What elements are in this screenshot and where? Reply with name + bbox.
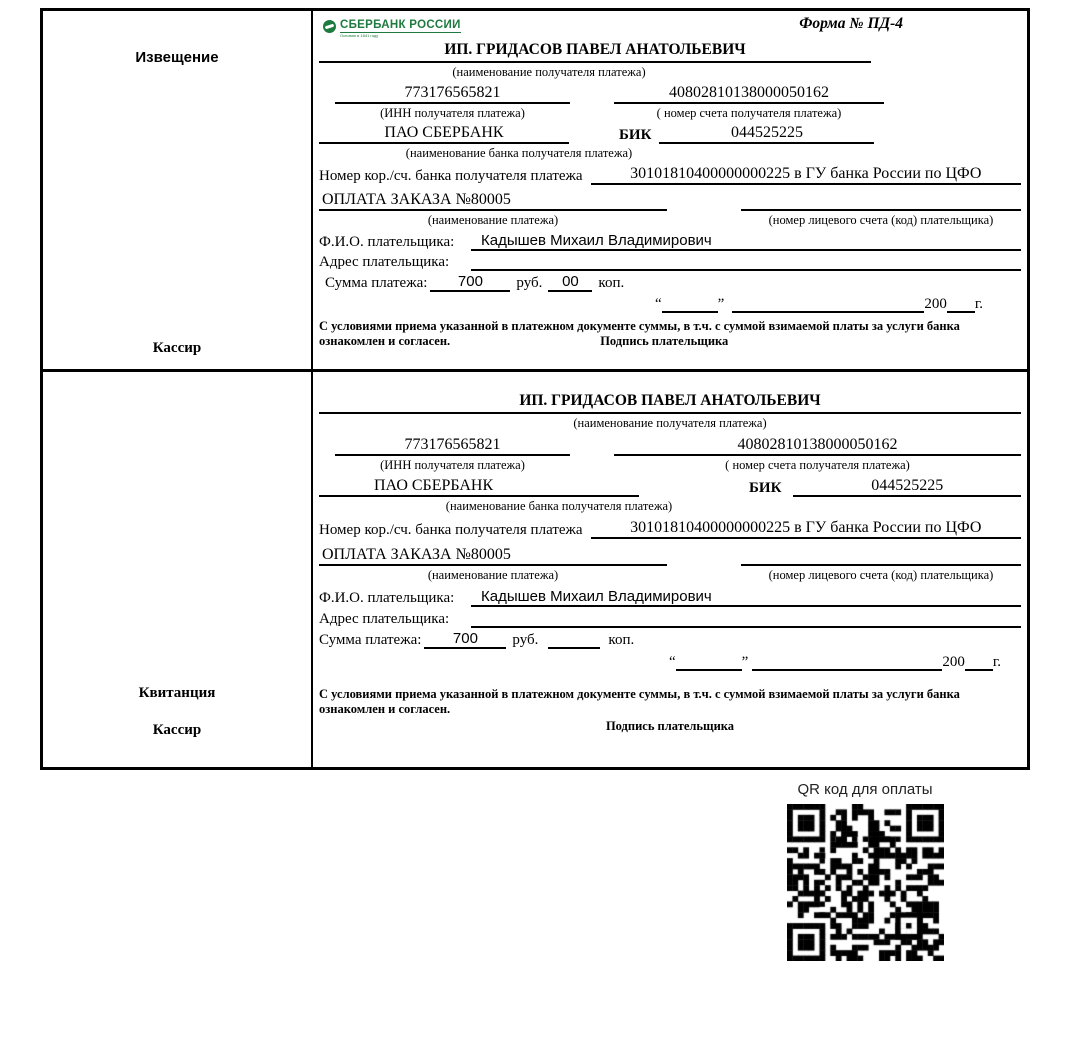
sum-kop-field [548, 632, 600, 649]
recipient-caption: (наименование получателя платежа) [452, 65, 646, 79]
notice-stub-column [43, 11, 313, 369]
pd4-form [40, 8, 1030, 770]
personal-caption: (номер лицевого счета (код) плательщика) [768, 568, 994, 582]
receipt-section [43, 369, 1027, 767]
bik-field: 044525225 [659, 124, 874, 144]
personal-account-field [741, 548, 1021, 566]
account-caption: ( номер счета получателя платежа) [725, 458, 910, 472]
receipt-stub-column [43, 372, 313, 767]
year-suffix: г. [974, 296, 984, 312]
notice-panel [313, 11, 1027, 369]
payer-name-field: Кадышев Михаил Владимирович [471, 232, 1021, 251]
corr-account-label: Номер кор./сч. банка получателя платежа [319, 168, 583, 184]
payer-name-label: Ф.И.О. плательщика: [319, 234, 455, 250]
date-close-quote: ” [717, 296, 725, 312]
agreement-text: С условиями приема указанной в платежном документе суммы, в т.ч. с суммой взимаемой платы за услуги банка ознакомлен и согласен. Подпись плательщика [319, 687, 1021, 734]
sum-label: Сумма платежа: [319, 632, 422, 648]
payment-name-field: ОПЛАТА ЗАКАЗА №80005 [319, 191, 667, 211]
notice-label: Извещение [135, 49, 219, 66]
signature-label: Подпись плательщика [605, 719, 735, 733]
order-number: 80005 [470, 546, 511, 563]
rub-label: руб. [516, 275, 543, 291]
kop-label: коп. [608, 632, 635, 648]
cashier-label: Кассир [152, 722, 202, 738]
payer-name-field: Кадышев Михаил Владимирович [471, 588, 1021, 607]
recipient-caption: (наименование получателя платежа) [573, 416, 767, 430]
date-open-quote: “ [669, 654, 676, 670]
inn-field: 773176565821 [335, 436, 570, 456]
form-number-label: Форма № ПД-4 [799, 15, 903, 32]
payer-address-field [471, 253, 1021, 271]
date-month-field [752, 654, 942, 671]
recipient-name: ИП. ГРИДАСОВ ПАВЕЛ АНАТОЛЬЕВИЧ [319, 392, 1021, 414]
payment-name-field: ОПЛАТА ЗАКАЗА №80005 [319, 546, 667, 566]
date-day-field [676, 654, 742, 671]
corr-account-label: Номер кор./сч. банка получателя платежа [319, 522, 583, 538]
sum-rub-field: 700 [430, 273, 510, 292]
kop-label: коп. [598, 275, 625, 291]
sberbank-logo [323, 19, 461, 38]
sum-rub-field: 700 [424, 630, 506, 649]
year-prefix: 200 [924, 296, 947, 312]
year-field [947, 296, 975, 313]
sum-label: Сумма платежа: [325, 275, 428, 291]
order-number: 80005 [470, 191, 511, 208]
corr-account-field: 30101810400000000225 в ГУ банка России по ЦФО [591, 165, 1021, 185]
sberbank-tagline: Основан в 1841 году [340, 33, 379, 38]
inn-caption: (ИНН получателя платежа) [380, 458, 525, 472]
payer-address-label: Адрес плательщика: [319, 254, 450, 270]
bank-name-field: ПАО СБЕРБАНК [319, 124, 569, 144]
date-open-quote: “ [655, 296, 662, 312]
bik-label: БИК [619, 127, 652, 143]
recipient-name: ИП. ГРИДАСОВ ПАВЕЛ АНАТОЛЬЕВИЧ [319, 41, 871, 63]
account-caption: ( номер счета получателя платежа) [656, 106, 842, 120]
receipt-panel [313, 372, 1027, 767]
cashier-label: Кассир [152, 340, 202, 356]
year-prefix: 200 [942, 654, 965, 670]
inn-caption: (ИНН получателя платежа) [380, 106, 525, 120]
account-field: 40802810138000050162 [614, 84, 884, 104]
corr-account-field: 30101810400000000225 в ГУ банка России по ЦФО [591, 519, 1021, 539]
year-field [965, 654, 993, 671]
signature-label: Подпись плательщика [600, 334, 729, 348]
personal-caption: (номер лицевого счета (код) плательщика) [768, 213, 994, 227]
qr-code [787, 804, 944, 961]
sberbank-logo-text: СБЕРБАНК РОССИИ [340, 19, 461, 31]
payment-caption: (наименование платежа) [427, 213, 559, 227]
personal-account-field [741, 193, 1021, 211]
sum-kop-field: 00 [548, 273, 592, 292]
payer-name-label: Ф.И.О. плательщика: [319, 590, 455, 606]
payer-address-field [471, 610, 1021, 628]
bik-field: 044525225 [793, 477, 1021, 497]
sberbank-circle-icon [323, 20, 336, 33]
bank-caption: (наименование банка получателя платежа) [405, 146, 633, 160]
notice-section [43, 11, 1027, 369]
receipt-label: Квитанция [138, 685, 216, 701]
payment-caption: (наименование платежа) [427, 568, 559, 582]
bik-label: БИК [749, 480, 782, 496]
date-close-quote: ” [741, 654, 749, 670]
payer-address-label: Адрес плательщика: [319, 611, 450, 627]
date-month-field [732, 296, 924, 313]
qr-label: QR код для оплаты [797, 781, 933, 798]
year-suffix: г. [992, 654, 1002, 670]
bank-caption: (наименование банка получателя платежа) [445, 499, 673, 513]
bank-name-field: ПАО СБЕРБАНК [319, 477, 639, 497]
rub-label: руб. [512, 632, 539, 648]
agreement-text: С условиями приема указанной в платежном документе суммы, в т.ч. с суммой взимаемой платы за услуги банка ознакомлен и согласен. Подпись плательщика [319, 319, 960, 348]
qr-section [780, 781, 950, 961]
date-day-field [662, 296, 718, 313]
inn-field: 773176565821 [335, 84, 570, 104]
account-field: 40802810138000050162 [614, 436, 1021, 456]
